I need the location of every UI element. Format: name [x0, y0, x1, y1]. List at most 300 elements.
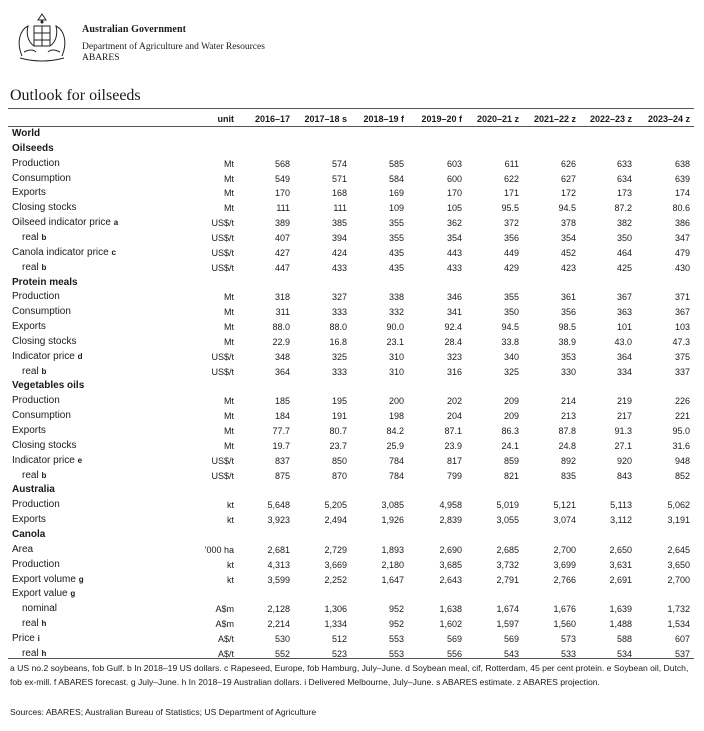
- value-cell: 5,121: [553, 500, 576, 511]
- table-row: [0, 588, 704, 602]
- row-label: Closing stocks: [12, 202, 77, 214]
- value-cell: 530: [274, 633, 290, 644]
- agency-name: ABARES: [82, 53, 120, 63]
- value-cell: 835: [560, 470, 576, 481]
- value-cell: 87.8: [558, 426, 576, 436]
- value-cell: 361: [560, 292, 576, 303]
- value-cell: 354: [446, 232, 462, 243]
- unit-cell: Mt: [224, 292, 234, 303]
- department-name: Department of Agriculture and Water Resources: [82, 42, 265, 52]
- value-cell: 87.1: [444, 426, 462, 436]
- value-cell: 3,112: [610, 515, 632, 526]
- value-cell: 109: [388, 203, 404, 214]
- value-cell: 23.9: [444, 440, 462, 451]
- value-cell: 16.8: [329, 336, 347, 347]
- value-cell: 920: [616, 455, 632, 466]
- value-cell: 311: [275, 307, 290, 318]
- value-cell: 633: [616, 158, 632, 169]
- value-cell: 334: [616, 366, 632, 377]
- value-cell: 553: [388, 648, 404, 659]
- table-row: [0, 321, 704, 335]
- value-cell: 799: [446, 470, 462, 481]
- value-cell: 170: [274, 188, 290, 199]
- value-cell: 95.0: [672, 426, 690, 436]
- value-cell: 347: [674, 232, 690, 243]
- value-cell: 173: [616, 188, 632, 199]
- value-cell: 204: [446, 411, 462, 422]
- value-cell: 784: [388, 455, 404, 466]
- footnote-marker: b: [41, 470, 47, 480]
- unit-cell: US$/t: [211, 366, 234, 377]
- value-cell: 3,669: [324, 559, 347, 570]
- value-cell: 348: [274, 351, 290, 362]
- unit-cell: US$/t: [211, 470, 234, 481]
- row-label: Consumption: [12, 410, 71, 422]
- section-label: Oilseeds: [12, 142, 54, 154]
- unit-cell: US$/t: [211, 247, 234, 258]
- table-row: [0, 425, 704, 439]
- unit-cell: A$/t: [217, 648, 234, 659]
- value-cell: 95.5: [501, 203, 519, 214]
- row-label: Consumption: [12, 306, 71, 318]
- value-cell: 382: [616, 218, 632, 229]
- value-cell: 627: [560, 173, 576, 184]
- value-cell: 2,252: [324, 574, 347, 585]
- value-cell: 3,055: [496, 515, 519, 526]
- value-cell: 2,180: [381, 559, 404, 570]
- value-cell: 553: [388, 633, 404, 644]
- value-cell: 350: [503, 307, 519, 318]
- value-cell: 389: [274, 218, 290, 229]
- value-cell: 24.8: [558, 440, 576, 451]
- value-cell: 447: [274, 262, 290, 273]
- value-cell: 2,691: [609, 574, 632, 585]
- footnote-marker: b: [41, 232, 47, 242]
- table-row: [0, 514, 704, 528]
- value-cell: 622: [503, 173, 519, 184]
- value-cell: 209: [503, 396, 519, 407]
- value-cell: 378: [560, 218, 576, 229]
- value-cell: 3,074: [553, 515, 576, 526]
- value-cell: 2,690: [439, 544, 462, 555]
- section-heading-row: [0, 380, 704, 394]
- value-cell: 1,732: [667, 604, 690, 615]
- section-heading-row: [0, 128, 704, 142]
- row-label: Closing stocks: [12, 439, 77, 451]
- value-cell: 77.7: [272, 426, 290, 436]
- header-rule: [8, 126, 694, 127]
- column-header-unit: unit: [217, 114, 234, 124]
- value-cell: 433: [446, 262, 462, 273]
- value-cell: 101: [616, 322, 632, 333]
- row-label: Production: [12, 291, 60, 303]
- row-label: Production: [12, 499, 60, 511]
- table-row: [0, 202, 704, 216]
- value-cell: 184: [274, 411, 290, 422]
- section-label: Canola: [12, 528, 46, 540]
- unit-cell: Mt: [224, 203, 234, 214]
- value-cell: 433: [331, 262, 347, 273]
- unit-cell: A$m: [215, 619, 234, 630]
- table-row: [0, 366, 704, 380]
- row-label: Oilseed indicator price a: [12, 217, 119, 229]
- table-row: [0, 232, 704, 246]
- value-cell: 84.2: [386, 426, 404, 436]
- table-row: [0, 410, 704, 424]
- value-cell: 94.5: [501, 322, 519, 333]
- value-cell: 638: [674, 158, 690, 169]
- value-cell: 2,700: [667, 574, 690, 585]
- value-cell: 92.4: [444, 322, 462, 333]
- value-cell: 105: [446, 203, 462, 214]
- unit-cell: Mt: [224, 322, 234, 333]
- value-cell: 817: [446, 455, 462, 466]
- value-cell: 386: [674, 218, 690, 229]
- value-cell: 332: [388, 307, 404, 318]
- value-cell: 171: [503, 188, 519, 199]
- value-cell: 2,214: [267, 619, 290, 630]
- value-cell: 90.0: [386, 322, 404, 333]
- unit-cell: '000 ha: [204, 544, 234, 555]
- value-cell: 449: [503, 247, 519, 258]
- row-label: Production: [12, 157, 60, 169]
- value-cell: 195: [331, 396, 347, 407]
- table-row: [0, 351, 704, 365]
- unit-cell: US$/t: [211, 351, 234, 362]
- value-cell: 573: [560, 633, 576, 644]
- value-cell: 2,645: [667, 544, 690, 555]
- value-cell: 355: [503, 292, 519, 303]
- value-cell: 948: [674, 455, 690, 466]
- value-cell: 367: [616, 292, 632, 303]
- value-cell: 424: [331, 247, 347, 258]
- section-heading-row: [0, 484, 704, 498]
- value-cell: 325: [503, 366, 519, 377]
- value-cell: 784: [388, 470, 404, 481]
- table-row: [0, 455, 704, 469]
- table-row: [0, 633, 704, 647]
- value-cell: 219: [616, 396, 632, 407]
- value-cell: 327: [331, 292, 347, 303]
- row-label: real h: [22, 647, 47, 659]
- value-cell: 850: [331, 455, 347, 466]
- page-title: Outlook for oilseeds: [10, 87, 141, 104]
- footnote-marker: c: [111, 247, 116, 257]
- value-cell: 353: [560, 351, 576, 362]
- value-cell: 364: [616, 351, 632, 362]
- row-label: real b: [22, 261, 47, 273]
- value-cell: 821: [503, 470, 519, 481]
- value-cell: 1,560: [553, 619, 576, 630]
- footnote-marker: i: [37, 633, 40, 643]
- value-cell: 111: [276, 203, 290, 214]
- value-cell: 5,019: [496, 500, 519, 511]
- value-cell: 435: [388, 262, 404, 273]
- table-row: [0, 187, 704, 201]
- table-row: [0, 306, 704, 320]
- value-cell: 198: [388, 411, 404, 422]
- table-row: [0, 603, 704, 617]
- table-row: [0, 559, 704, 573]
- row-label: real b: [22, 469, 47, 481]
- value-cell: 3,631: [609, 559, 632, 570]
- value-cell: 1,674: [496, 604, 519, 615]
- section-label: Protein meals: [12, 276, 78, 288]
- value-cell: 1,638: [439, 604, 462, 615]
- value-cell: 892: [560, 455, 576, 466]
- unit-cell: Mt: [224, 173, 234, 184]
- row-label: real b: [22, 231, 47, 243]
- row-label: Export volume g: [12, 573, 84, 585]
- value-cell: 338: [388, 292, 404, 303]
- value-cell: 354: [560, 232, 576, 243]
- unit-cell: kt: [226, 559, 234, 570]
- value-cell: 1,597: [496, 619, 519, 630]
- footnote-marker: d: [77, 351, 83, 361]
- value-cell: 1,602: [439, 619, 462, 630]
- value-cell: 372: [503, 218, 519, 229]
- value-cell: 1,488: [609, 619, 632, 630]
- unit-cell: Mt: [224, 396, 234, 407]
- value-cell: 3,650: [667, 559, 690, 570]
- footnote-marker: b: [41, 366, 47, 376]
- value-cell: 634: [616, 173, 632, 184]
- title-rule: [8, 108, 694, 109]
- value-cell: 23.1: [386, 336, 404, 347]
- row-label: Indicator price d: [12, 350, 83, 362]
- unit-cell: US$/t: [211, 218, 234, 229]
- value-cell: 2,643: [439, 574, 462, 585]
- value-cell: 25.9: [386, 440, 404, 451]
- value-cell: 407: [274, 232, 290, 243]
- value-cell: 430: [674, 262, 690, 273]
- table-row: [0, 440, 704, 454]
- value-cell: 552: [274, 648, 290, 659]
- table-row: [0, 173, 704, 187]
- value-cell: 512: [331, 633, 347, 644]
- value-cell: 571: [331, 173, 347, 184]
- column-header-year: 2018–19 f: [363, 114, 404, 124]
- value-cell: 588: [616, 633, 632, 644]
- value-cell: 952: [388, 604, 404, 615]
- section-heading-row: [0, 529, 704, 543]
- footnote-marker: g: [78, 574, 84, 584]
- row-label: Closing stocks: [12, 335, 77, 347]
- value-cell: 603: [446, 158, 462, 169]
- value-cell: 537: [674, 648, 690, 659]
- row-label: real b: [22, 365, 47, 377]
- value-cell: 23.7: [329, 440, 347, 451]
- value-cell: 98.5: [558, 322, 576, 333]
- value-cell: 574: [331, 158, 347, 169]
- value-cell: 607: [674, 633, 690, 644]
- unit-cell: Mt: [224, 188, 234, 199]
- value-cell: 362: [446, 218, 462, 229]
- value-cell: 611: [504, 158, 519, 169]
- value-cell: 88.0: [272, 322, 290, 333]
- unit-cell: kt: [226, 515, 234, 526]
- column-header-year: 2016–17: [254, 114, 290, 124]
- value-cell: 4,313: [267, 559, 290, 570]
- value-cell: 843: [616, 470, 632, 481]
- value-cell: 425: [616, 262, 632, 273]
- row-label: Exports: [12, 321, 46, 333]
- value-cell: 47.3: [672, 336, 690, 347]
- value-cell: 568: [274, 158, 290, 169]
- value-cell: 200: [388, 396, 404, 407]
- value-cell: 191: [331, 411, 347, 422]
- value-cell: 356: [503, 232, 519, 243]
- section-label: Vegetables oils: [12, 380, 85, 392]
- row-label: real h: [22, 618, 47, 630]
- footnote-marker: g: [70, 589, 76, 599]
- value-cell: 2,839: [439, 515, 462, 526]
- row-label: Price i: [12, 632, 40, 644]
- table-row: [0, 247, 704, 261]
- unit-cell: Mt: [224, 307, 234, 318]
- value-cell: 310: [388, 351, 404, 362]
- value-cell: 3,685: [439, 559, 462, 570]
- value-cell: 3,699: [553, 559, 576, 570]
- row-label: Exports: [12, 514, 46, 526]
- value-cell: 333: [331, 366, 347, 377]
- table-row: [0, 336, 704, 350]
- row-label: Area: [12, 543, 34, 555]
- value-cell: 323: [446, 351, 462, 362]
- value-cell: 569: [503, 633, 519, 644]
- row-label: Exports: [12, 425, 46, 436]
- value-cell: 4,958: [439, 500, 462, 511]
- row-label: Consumption: [12, 172, 71, 184]
- value-cell: 355: [388, 232, 404, 243]
- value-cell: 875: [274, 470, 290, 481]
- value-cell: 569: [446, 633, 462, 644]
- table-row: [0, 217, 704, 231]
- value-cell: 1,306: [324, 604, 347, 615]
- value-cell: 3,191: [667, 515, 690, 526]
- value-cell: 24.1: [501, 440, 519, 451]
- section-heading-row: [0, 143, 704, 157]
- value-cell: 464: [616, 247, 632, 258]
- value-cell: 443: [446, 247, 462, 258]
- value-cell: 5,062: [667, 500, 690, 511]
- row-label: nominal: [22, 603, 58, 615]
- value-cell: 316: [446, 366, 462, 377]
- value-cell: 556: [446, 648, 462, 659]
- column-header-year: 2021–22 z: [533, 114, 576, 124]
- value-cell: 543: [503, 648, 519, 659]
- column-header-year: 2017–18 s: [304, 114, 347, 124]
- value-cell: 217: [616, 411, 632, 422]
- value-cell: 325: [331, 351, 347, 362]
- value-cell: 2,681: [267, 544, 290, 555]
- table-row: [0, 544, 704, 558]
- value-cell: 3,599: [267, 574, 290, 585]
- value-cell: 363: [616, 307, 632, 318]
- footnote-marker: e: [77, 455, 83, 465]
- government-header: [12, 10, 292, 70]
- table-row: [0, 158, 704, 172]
- value-cell: 213: [560, 411, 576, 422]
- value-cell: 1,334: [324, 619, 347, 630]
- footnote-marker: a: [113, 218, 119, 228]
- value-cell: 429: [503, 262, 519, 273]
- value-cell: 226: [674, 396, 690, 407]
- value-cell: 2,494: [324, 515, 347, 526]
- table-row: [0, 470, 704, 484]
- column-header-year: 2022–23 z: [589, 114, 632, 124]
- value-cell: 80.7: [329, 426, 347, 436]
- unit-cell: A$/t: [217, 633, 234, 644]
- value-cell: 28.4: [444, 336, 462, 347]
- value-cell: 341: [446, 307, 462, 318]
- value-cell: 371: [674, 292, 690, 303]
- unit-cell: Mt: [224, 426, 234, 436]
- unit-cell: US$/t: [211, 232, 234, 243]
- value-cell: 31.6: [672, 440, 690, 451]
- footnote-marker: b: [41, 262, 47, 272]
- value-cell: 870: [331, 470, 347, 481]
- value-cell: 3,732: [496, 559, 519, 570]
- value-cell: 3,923: [267, 515, 290, 526]
- row-label: Production: [12, 395, 60, 407]
- value-cell: 523: [331, 648, 347, 659]
- value-cell: 852: [674, 470, 690, 481]
- value-cell: 168: [331, 188, 347, 199]
- value-cell: 340: [503, 351, 519, 362]
- table-row: [0, 262, 704, 276]
- value-cell: 5,113: [610, 500, 632, 511]
- column-header-year: 2023–24 z: [647, 114, 690, 124]
- footnotes: a US no.2 soybeans, fob Gulf. b In 2018–19 US dollars. c Rapeseed, Europe, fob Hamburg, July–June. d Soybean meal, cif, Rotterdam, 45 per cent protein. e Soybean oil, Dutch, fob ex-mill. f ABARES forecast. g July–June. h In 2018–19 Australian dollars. i Delivered Melbourne, July–June. s ABARES estimate. z ABARES projection.: [10, 663, 689, 687]
- value-cell: 19.7: [272, 440, 290, 451]
- value-cell: 170: [446, 188, 462, 199]
- row-label: Canola indicator price c: [12, 246, 116, 258]
- value-cell: 202: [446, 396, 462, 407]
- unit-cell: A$m: [215, 604, 234, 615]
- value-cell: 2,685: [496, 544, 519, 555]
- value-cell: 534: [616, 648, 632, 659]
- value-cell: 86.3: [501, 426, 519, 436]
- value-cell: 367: [674, 307, 690, 318]
- value-cell: 585: [388, 158, 404, 169]
- value-cell: 1,926: [381, 515, 404, 526]
- value-cell: 103: [674, 322, 690, 333]
- value-cell: 2,700: [553, 544, 576, 555]
- value-cell: 394: [331, 232, 347, 243]
- value-cell: 2,766: [553, 574, 576, 585]
- unit-cell: Mt: [224, 411, 234, 422]
- unit-cell: kt: [226, 500, 234, 511]
- column-header-year: 2019–20 f: [421, 114, 462, 124]
- value-cell: 1,893: [381, 544, 404, 555]
- value-cell: 94.5: [558, 203, 576, 214]
- value-cell: 91.3: [614, 426, 632, 436]
- value-cell: 22.9: [272, 336, 290, 347]
- value-cell: 452: [560, 247, 576, 258]
- value-cell: 318: [274, 292, 290, 303]
- value-cell: 375: [674, 351, 690, 362]
- value-cell: 584: [388, 173, 404, 184]
- value-cell: 33.8: [501, 336, 519, 347]
- value-cell: 2,650: [609, 544, 632, 555]
- value-cell: 346: [446, 292, 462, 303]
- row-label: Indicator price e: [12, 454, 83, 466]
- value-cell: 111: [333, 203, 347, 214]
- value-cell: 435: [388, 247, 404, 258]
- value-cell: 185: [274, 396, 290, 407]
- footnote-marker: h: [41, 648, 47, 658]
